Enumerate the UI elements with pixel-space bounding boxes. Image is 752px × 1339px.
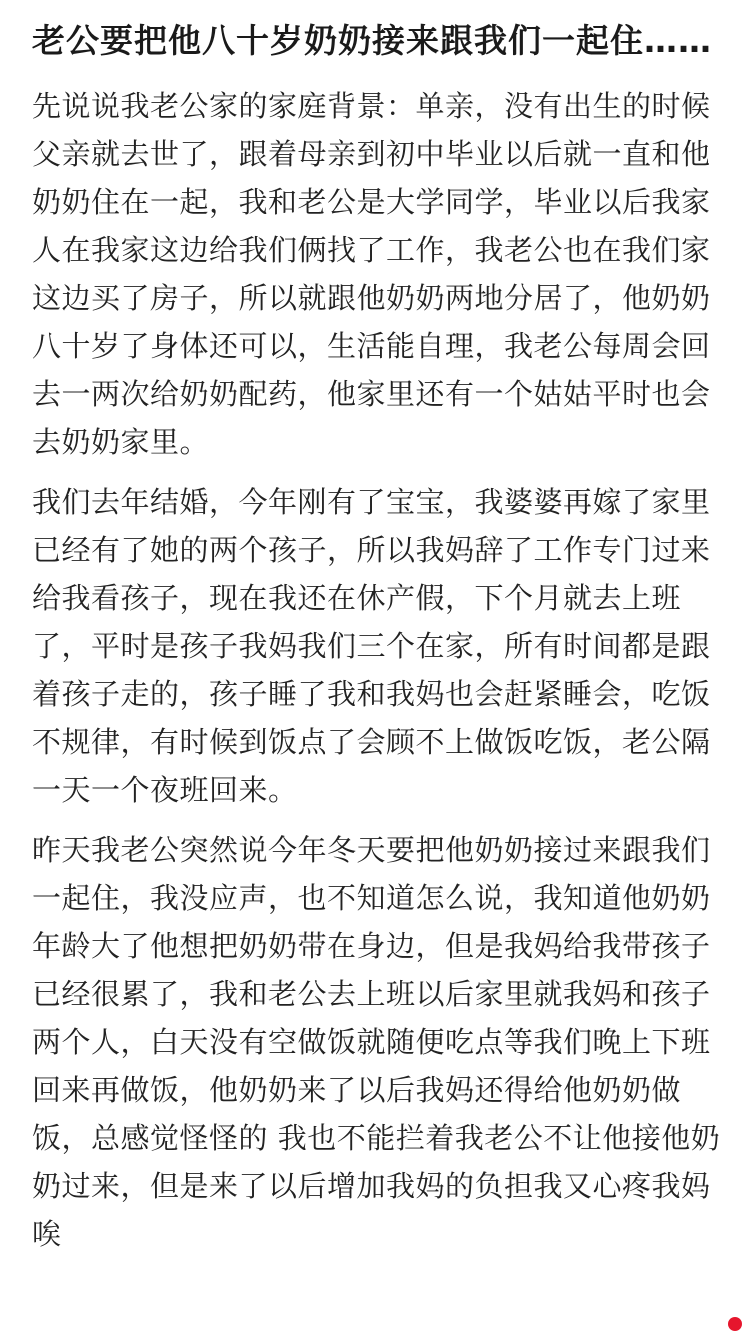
post-title: 老公要把他八十岁奶奶接来跟我们一起住…… <box>32 21 712 60</box>
post-paragraph-2: 我们去年结婚，今年刚有了宝宝，我婆婆再嫁了家里已经有了她的两个孩子，所以我妈辞了工作专门过来给我看孩子，现在我还在休产假，下个月就去上班了，平时是孩子我妈我们三个在家，所有时间都是跟着孩子走的，孩子睡了我和我妈也会赶紧睡会，吃饭不规律，有时候到饭点了会顾不上做饭吃饭，老公隔一天一个夜班回来。 <box>32 485 711 807</box>
watermark <box>728 1317 742 1331</box>
post-content <box>32 12 722 1270</box>
weibo-logo-icon <box>728 1317 742 1331</box>
post-paragraph-3: 昨天我老公突然说今年冬天要把他奶奶接过来跟我们一起住，我没应声，也不知道怎么说，我知道他奶奶年龄大了他想把奶奶带在身边，但是我妈给我带孩子已经很累了，我和老公去上班以后家里就我妈和孩子两个人，白天没有空做饭就随便吃点等我们晚上下班回来再做饭，他奶奶来了以后我妈还得给他奶奶做饭，总感觉怪怪的 我也不能拦着我老公不让他接他奶奶过来，但是来了以后增加我妈的负担我又心疼我妈 唉 <box>32 833 721 1251</box>
post-paragraph-1: 先说说我老公家的家庭背景：单亲，没有出生的时候父亲就去世了，跟着母亲到初中毕业以后就一直和他奶奶住在一起，我和老公是大学同学，毕业以后我家人在我家这边给我们俩找了工作，我老公也在我们家这边买了房子，所以就跟他奶奶两地分居了，他奶奶八十岁了身体还可以，生活能自理，我老公每周会回去一两次给奶奶配药，他家里还有一个姑姑平时也会去奶奶家里。 <box>32 89 711 459</box>
